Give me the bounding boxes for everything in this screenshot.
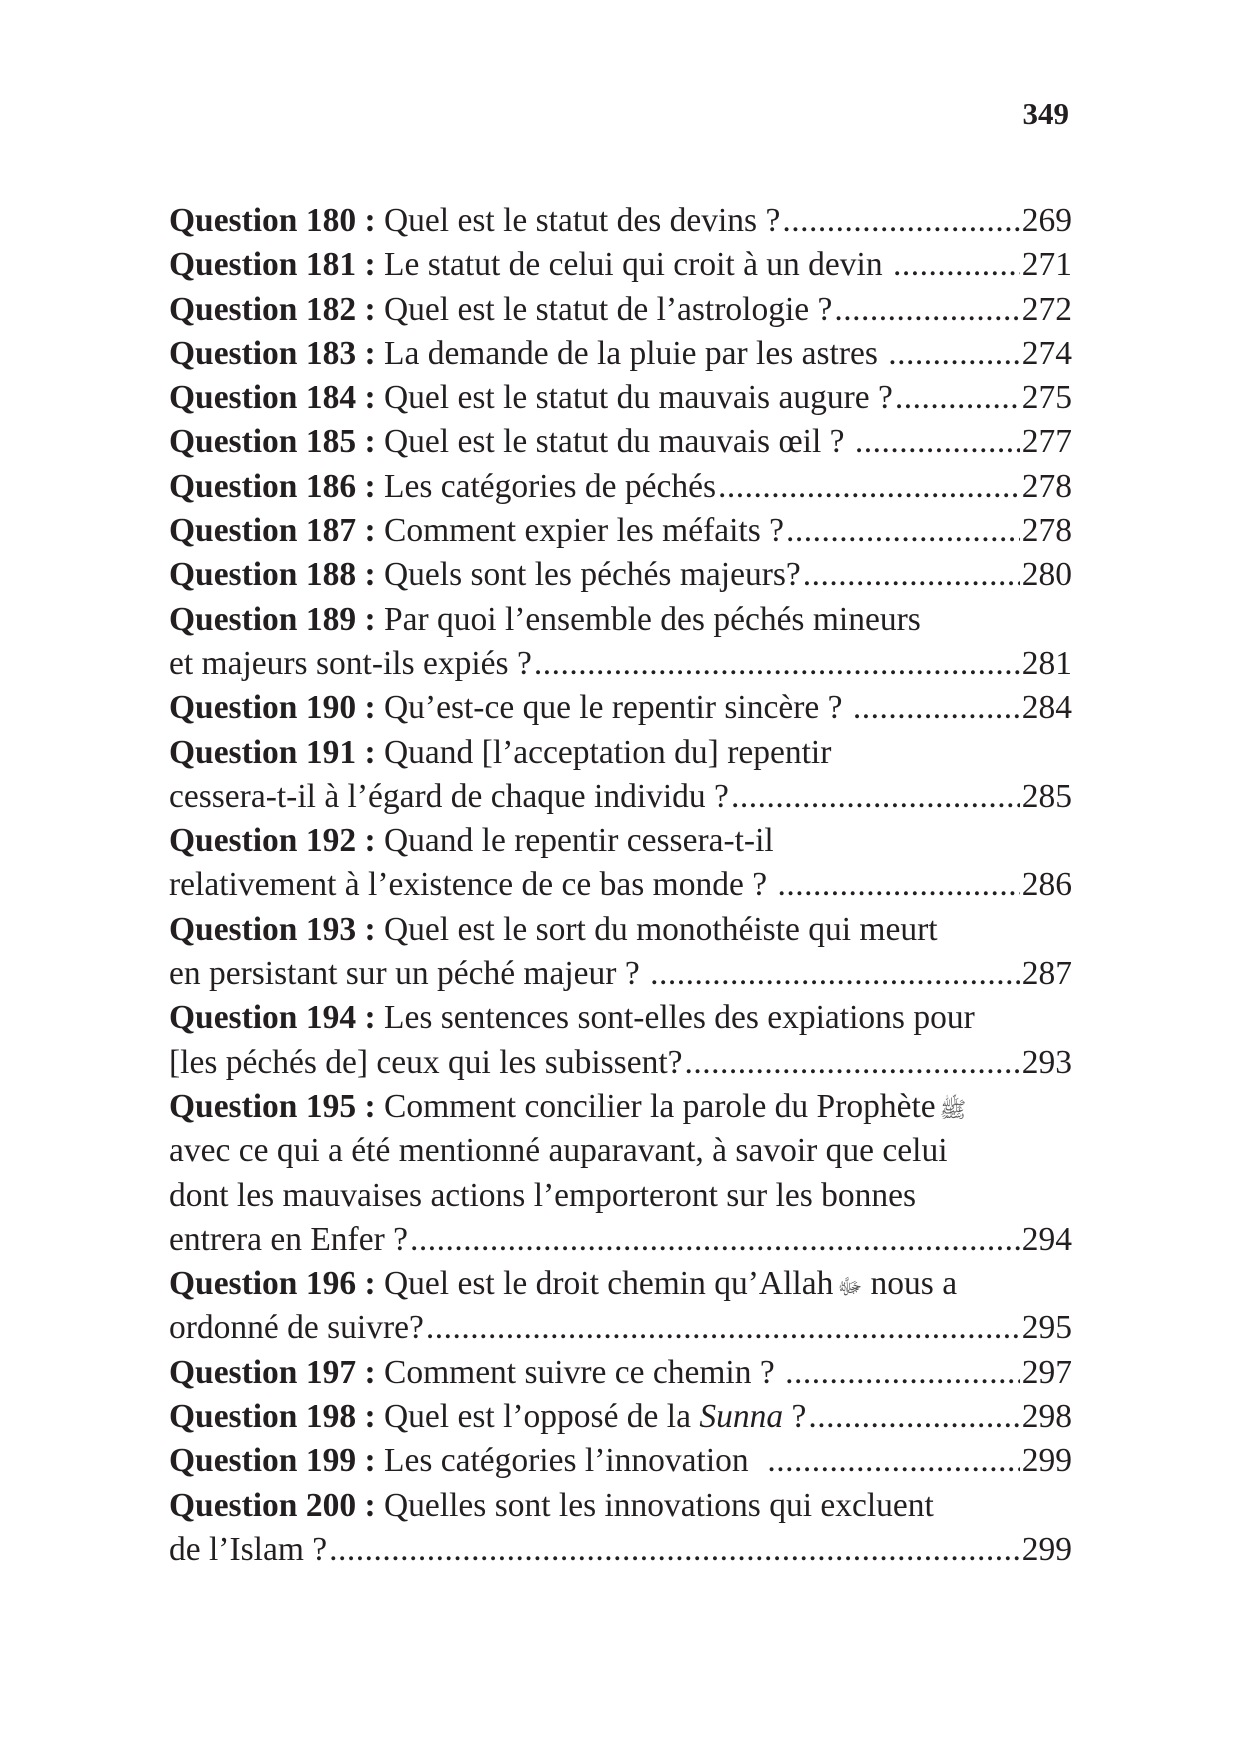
- question-text: ordonné de suivre?: [169, 1309, 424, 1347]
- toc-line: [169, 1442, 1072, 1486]
- toc-line: [169, 999, 1072, 1043]
- question-text: Quand le repentir cessera-t-il: [375, 822, 774, 860]
- question-number: Question 197 :: [169, 1353, 376, 1391]
- dot-leader: [410, 1221, 1020, 1259]
- page-reference: 293: [1021, 1043, 1072, 1081]
- question-text: Quel est le statut des devins ?: [375, 202, 781, 239]
- question-text: Quel est le sort du monothéiste qui meurt: [375, 910, 938, 948]
- question-text: Quels sont les péchés majeurs?: [375, 556, 801, 594]
- question-number: Question 193 :: [169, 910, 376, 948]
- table-of-contents: [169, 202, 1072, 1575]
- dot-leader: [893, 246, 1020, 284]
- question-text: Quel est le droit chemin qu’Allah: [375, 1265, 834, 1303]
- dot-leader: [782, 202, 1019, 240]
- question-text: Comment suivre ce chemin ?: [375, 1353, 784, 1391]
- honorific-glyph-icon: ﷺ: [939, 1096, 967, 1122]
- toc-line: [169, 1398, 1072, 1442]
- toc-line: [169, 1487, 1072, 1531]
- question-number: Question 180 :: [169, 202, 376, 239]
- toc-line: [169, 1309, 1072, 1353]
- toc-line: [169, 1221, 1072, 1265]
- toc-line: [169, 468, 1072, 512]
- question-number: Question 183 :: [169, 334, 376, 372]
- toc-line: [169, 955, 1072, 999]
- toc-line: [169, 379, 1072, 423]
- question-text: entrera en Enfer ?: [169, 1220, 408, 1258]
- question-number: Question 181 :: [169, 246, 376, 284]
- dot-leader: [803, 556, 1020, 594]
- question-text: Par quoi l’ensemble des péchés mineurs: [375, 600, 921, 638]
- page-reference: 281: [1021, 644, 1072, 682]
- toc-line: [169, 822, 1072, 866]
- toc-line: [169, 689, 1072, 733]
- page-reference: 286: [1021, 866, 1072, 904]
- question-number: Question 194 :: [169, 999, 376, 1037]
- page-reference: 274: [1021, 334, 1072, 372]
- toc-line: [169, 1088, 1072, 1132]
- page-reference: 298: [1021, 1398, 1072, 1436]
- toc-line: [169, 335, 1072, 379]
- toc-line: [169, 291, 1072, 335]
- question-number: Question 185 :: [169, 423, 376, 461]
- question-number: Question 200 :: [169, 1486, 376, 1524]
- dot-leader: [426, 1309, 1020, 1347]
- toc-line: [169, 556, 1072, 600]
- dot-leader: [786, 512, 1020, 550]
- page-reference: 271: [1021, 246, 1072, 284]
- question-number: Question 188 :: [169, 556, 376, 594]
- question-text: Qu’est-ce que le repentir sincère ?: [375, 689, 851, 727]
- page-reference: 299: [1021, 1442, 1072, 1480]
- question-text: Quel est l’opposé de la: [375, 1398, 700, 1436]
- question-text-continued: nous a: [862, 1265, 958, 1303]
- dot-leader: [534, 645, 1020, 683]
- toc-line: [169, 1044, 1072, 1088]
- page-reference: 275: [1021, 379, 1072, 417]
- question-text-continued: ?: [783, 1398, 807, 1436]
- toc-line: [169, 512, 1072, 556]
- page-reference: 297: [1021, 1353, 1072, 1391]
- question-number: Question 198 :: [169, 1398, 376, 1436]
- question-number: Question 186 :: [169, 467, 376, 505]
- question-number: Question 199 :: [169, 1442, 376, 1480]
- toc-line: [169, 866, 1072, 910]
- dot-leader: [767, 1442, 1019, 1480]
- dot-leader: [731, 778, 1020, 816]
- page-reference: 284: [1021, 689, 1072, 727]
- question-number: Question 189 :: [169, 600, 376, 638]
- page-reference: 269: [1021, 202, 1072, 239]
- question-text-italic: Sunna: [699, 1398, 784, 1436]
- question-text: La demande de la pluie par les astres: [375, 334, 887, 372]
- question-number: Question 195 :: [169, 1087, 376, 1125]
- dot-leader: [650, 955, 1020, 993]
- question-text: Quel est le statut du mauvais œil ?: [375, 423, 853, 461]
- question-text: Les catégories l’innovation: [375, 1442, 766, 1480]
- question-text: Les catégories de péchés: [375, 467, 717, 505]
- page-reference: 272: [1021, 290, 1072, 328]
- question-text: [les péchés de] ceux qui les subissent?: [169, 1043, 683, 1081]
- toc-line: [169, 246, 1072, 290]
- question-text: Le statut de celui qui croit à un devin: [375, 246, 891, 284]
- question-number: Question 192 :: [169, 822, 376, 860]
- question-text: Comment concilier la parole du Prophète: [375, 1087, 936, 1125]
- toc-line: [169, 1354, 1072, 1398]
- dot-leader: [329, 1531, 1020, 1569]
- page-reference: 280: [1021, 556, 1072, 594]
- question-text: cessera-t-il à l’égard de chaque individu ?: [169, 777, 729, 815]
- toc-line: [169, 1177, 1072, 1221]
- question-text: dont les mauvaises actions l’emporteront sur les bonnes: [169, 1176, 917, 1214]
- question-text: Quel est le statut du mauvais augure ?: [375, 379, 893, 417]
- question-text: Les sentences sont-elles des expiations pour: [375, 999, 975, 1037]
- question-text: Quel est le statut de l’astrologie ?: [375, 290, 833, 328]
- question-number: Question 187 :: [169, 512, 376, 550]
- question-text: Comment expier les méfaits ?: [375, 512, 785, 550]
- question-number: Question 196 :: [169, 1265, 376, 1303]
- toc-line: [169, 645, 1072, 689]
- question-number: Question 182 :: [169, 290, 376, 328]
- page-reference: 295: [1021, 1309, 1072, 1347]
- toc-line: [169, 734, 1072, 778]
- page-reference: 278: [1021, 512, 1072, 550]
- dot-leader: [685, 1044, 1020, 1082]
- toc-line: [169, 1531, 1072, 1575]
- page-reference: 277: [1021, 423, 1072, 461]
- question-text: et majeurs sont-ils expiés ?: [169, 644, 532, 682]
- page-reference: 285: [1021, 777, 1072, 815]
- toc-line: [169, 911, 1072, 955]
- toc-line: [169, 1132, 1072, 1176]
- question-text: Quand [l’acceptation du] repentir: [375, 733, 832, 771]
- toc-line: [169, 1265, 1072, 1309]
- dot-leader: [853, 689, 1020, 727]
- toc-line: [169, 601, 1072, 645]
- page-reference: 287: [1021, 955, 1072, 993]
- dot-leader: [718, 468, 1020, 506]
- question-number: Question 191 :: [169, 733, 376, 771]
- dot-leader: [888, 335, 1019, 373]
- question-text: en persistant sur un péché majeur ?: [169, 955, 649, 993]
- page-reference: 294: [1021, 1220, 1072, 1258]
- dot-leader: [834, 291, 1019, 329]
- dot-leader: [855, 423, 1020, 461]
- dot-leader: [808, 1398, 1019, 1436]
- question-number: Question 190 :: [169, 689, 376, 727]
- page-reference: 278: [1021, 467, 1072, 505]
- dot-leader: [895, 379, 1020, 417]
- dot-leader: [777, 866, 1019, 904]
- question-text: Quelles sont les innovations qui excluent: [375, 1486, 934, 1524]
- toc-line: [169, 423, 1072, 467]
- question-text: de l’Islam ?: [169, 1530, 328, 1568]
- page-number: 349: [1022, 96, 1069, 131]
- honorific-glyph-icon: ﷻ: [837, 1274, 863, 1300]
- dot-leader: [785, 1354, 1020, 1392]
- page-reference: 299: [1021, 1530, 1072, 1568]
- toc-line: [169, 778, 1072, 822]
- question-text: relativement à l’existence de ce bas monde ?: [169, 866, 776, 904]
- question-number: Question 184 :: [169, 379, 376, 417]
- question-text: avec ce qui a été mentionné auparavant, à savoir que celui: [169, 1132, 948, 1170]
- toc-line: [169, 202, 1072, 246]
